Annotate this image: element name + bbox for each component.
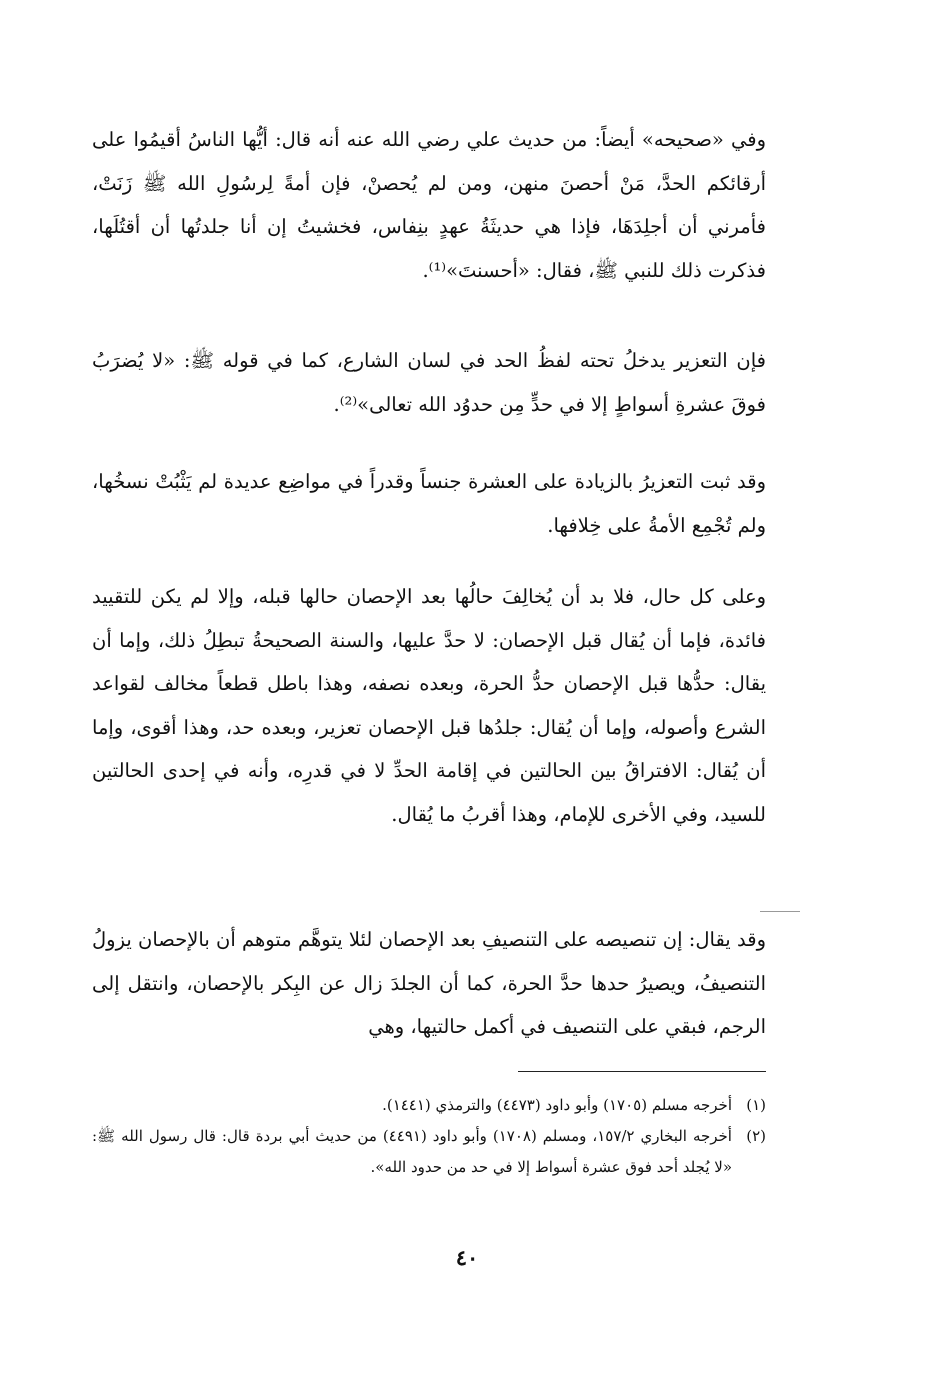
- margin-mark: [760, 911, 800, 912]
- footnotes: [92, 1090, 766, 1183]
- body-paragraph-1: وفي «صحيحه» أيضاً: من حديث علي رضي الله عنه أنه قال: أيُّها الناسُ أقيمُوا على أرقائكم الحدَّ، مَنْ أحصنَ منهن، ومن لم يُحصنْ، فإن أمةً لِرسُولِ الله ﷺ زَنَتْ، فأمرني أن أجلِدَهَا، فإذا هي حديثَةُ عهدٍ بنِفاس، فخشيتُ إن أنا جلدتُها أن أقتُلَها، فذكرت ذلك للنبي ﷺ، فقال: «أحسنتَ»⁽¹⁾.: [92, 128, 766, 282]
- body-paragraph-4: وعلى كل حال، فلا بد أن يُخالِفَ حالُها بعد الإحصان حالها قبله، وإلا لم يكن للتقييد فائدة، فإما أن يُقال قبل الإحصان: لا حدَّ عليها، والسنة الصحيحةُ تبطِلُ ذلك، وإما أن يقال: حدُّها قبل الإحصان حدُّ الحرة، وبعده نصفه، وهذا باطل قطعاً مخالف لقواعد الشرع وأصوله، وإما أن يُقال: جلدُها قبل الإحصان تعزير، وبعده حد، وهذا أقوى، وإما أن يُقال: الافتراقُ بين الحالتين في إقامة الحدِّ لا في قدرِه، وأنه في إحدى الحالتين للسيد، وفي الأخرى للإمام، وهذا أقربُ ما يُقال.: [92, 585, 766, 826]
- footnote-number: (١): [746, 1096, 766, 1114]
- footnote-divider: [518, 1071, 766, 1072]
- footnote-number: (٢): [746, 1127, 766, 1145]
- footnote-2: [92, 1121, 766, 1183]
- body-paragraph-5: وقد يقال: إن تنصيصه على التنصيفِ بعد الإحصان لئلا يتوهَّم متوهم أن بالإحصان يزولُ التنصيفُ، ويصيرُ حدها حدَّ الحرة، كما أن الجلدَ زال عن البِكر بالإحصان، وانتقل إلى الرجم، فبقي على التنصيف في أكمل حالتيها، وهي: [92, 928, 766, 1038]
- body-paragraph-2: فإن التعزير يدخلُ تحته لفظُ الحد في لسان الشارع، كما في قوله ﷺ: «لا يُضرَبُ فوقَ عشرةِ أسواطٍ إلا في حدٍّ مِن حدوُد الله تعالى»⁽²⁾.: [92, 349, 766, 416]
- body-paragraph-3: وقد ثبت التعزيرُ بالزيادة على العشرة جنساً وقدراً في مواضِع عديدة لم يَثْبُتْ نسخُها، ولم تُجْمِع الأمةُ على خِلافها.: [92, 470, 766, 537]
- footnote-text: أخرجه مسلم (١٧٠٥) وأبو داود (٤٤٧٣) والترمذي (١٤٤١).: [382, 1096, 732, 1114]
- footnote-1: [92, 1090, 766, 1121]
- footnote-text: أخرجه البخاري ١٥٧/٢، ومسلم (١٧٠٨) وأبو داود (٤٤٩١) من حديث أبي بردة قال: قال رسول الله ﷺ: «لا يُجلد أحد فوق عشرة أسواط إلا في حد من حدود الله».: [92, 1127, 732, 1176]
- page-number: ٤٠: [455, 1245, 479, 1270]
